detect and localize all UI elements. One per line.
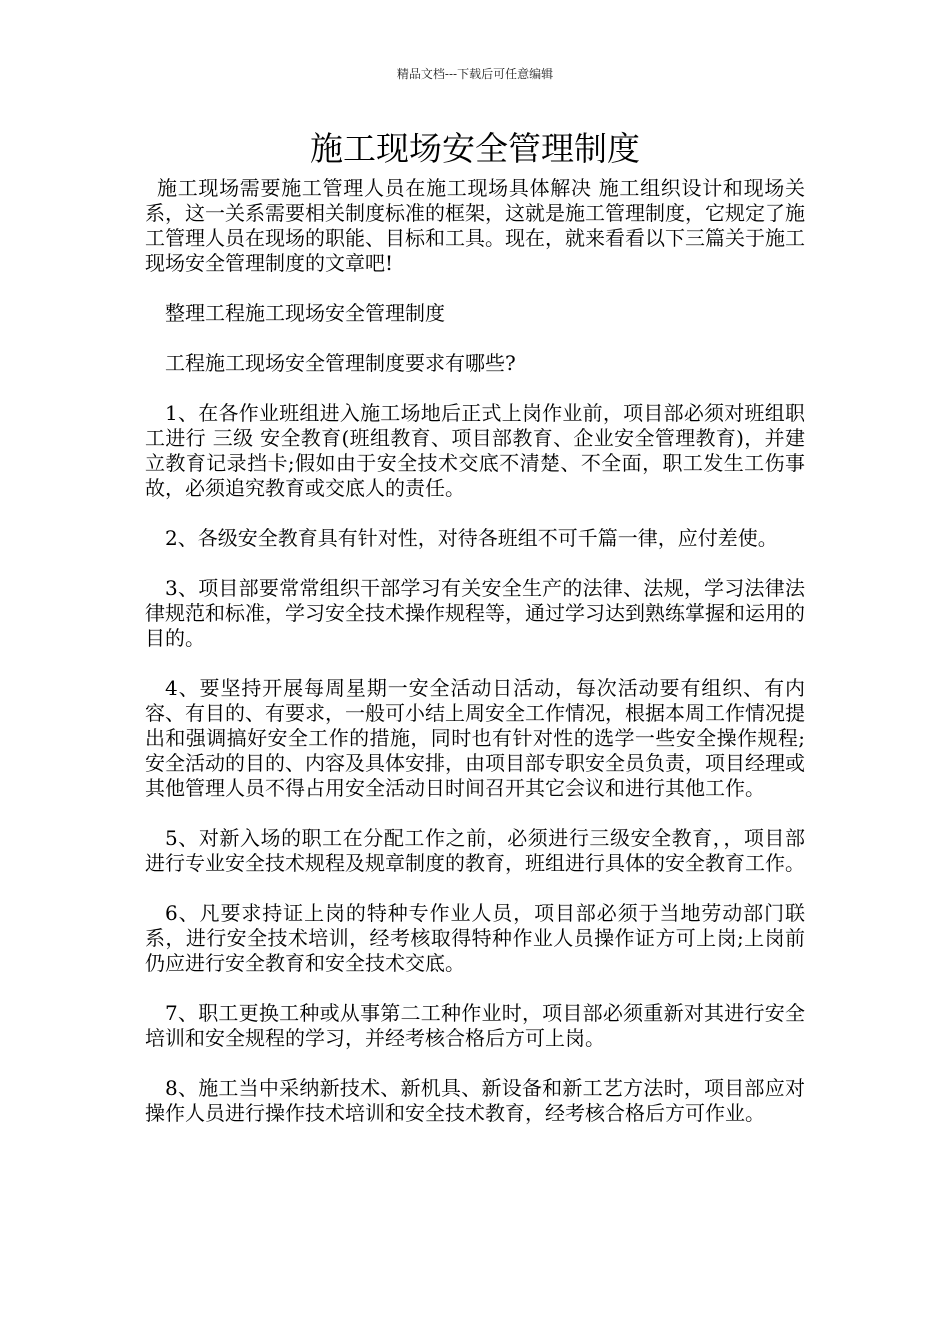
document-title: 施工现场安全管理制度 [310, 129, 640, 168]
rule-item-6: 6、凡要求持证上岗的特种专作业人员，项目部必须于当地劳动部门联系，进行安全技术培训，经考核取得特种作业人员操作证方可上岗;上岗前仍应进行安全教育和安全技术交底。 [145, 901, 805, 975]
document-body [145, 176, 805, 1126]
rule-item-8: 8、施工当中采纳新技术、新机具、新设备和新工艺方法时，项目部应对操作人员进行操作技术培训和安全技术教育，经考核合格后方可作业。 [145, 1076, 805, 1125]
intro-paragraph: 施工现场需要施工管理人员在施工现场具体解决 施工组织设计和现场关系，这一关系需要相关制度标准的框架，这就是施工管理制度，它规定了施工管理人员在现场的职能、目标和工具。现在，就来看看以下三篇关于施工现场安全管理制度的文章吧! [145, 176, 805, 275]
rule-item-3: 3、项目部要常常组织干部学习有关安全生产的法律、法规，学习法律法律规范和标准，学习安全技术操作规程等，通过学习达到熟练掌握和运用的目的。 [145, 576, 805, 650]
rule-item-7: 7、职工更换工种或从事第二工种作业时，项目部必须重新对其进行安全培训和安全规程的学习，并经考核合格后方可上岗。 [145, 1001, 805, 1050]
rule-item-2: 2、各级安全教育具有针对性，对待各班组不可千篇一律，应付差使。 [165, 526, 778, 550]
rule-item-4: 4、要坚持开展每周星期一安全活动日活动，每次活动要有组织、有内容、有目的、有要求，一般可小结上周安全工作情况，根据本周工作情况提出和强调搞好安全工作的措施，同时也有针对性的选学一些安全操作规程;安全活动的目的、内容及具体安排，由项目部专职安全员负责，项目经理或其他管理人员不得占用安全活动日时间召开其它会议和进行其他工作。 [145, 676, 805, 800]
rule-item-5: 5、对新入场的职工在分配工作之前，必须进行三级安全教育，，项目部进行专业安全技术规程及规章制度的教育，班组进行具体的安全教育工作。 [145, 826, 805, 875]
header-note: 精品文档---下载后可任意编辑 [396, 67, 554, 81]
section-heading: 整理工程施工现场安全管理制度 [165, 301, 445, 325]
rule-item-1: 1、在各作业班组进入施工场地后正式上岗作业前，项目部必须对班组职工进行 三级 安全教育(班组教育、项目部教育、企业安全管理教育)，并建立教育记录挡卡;假如由于安全技术交底不清楚、不全面，职工发生工伤事故，必须追究教育或交底人的责任。 [145, 401, 805, 500]
section-question: 工程施工现场安全管理制度要求有哪些? [165, 351, 516, 375]
